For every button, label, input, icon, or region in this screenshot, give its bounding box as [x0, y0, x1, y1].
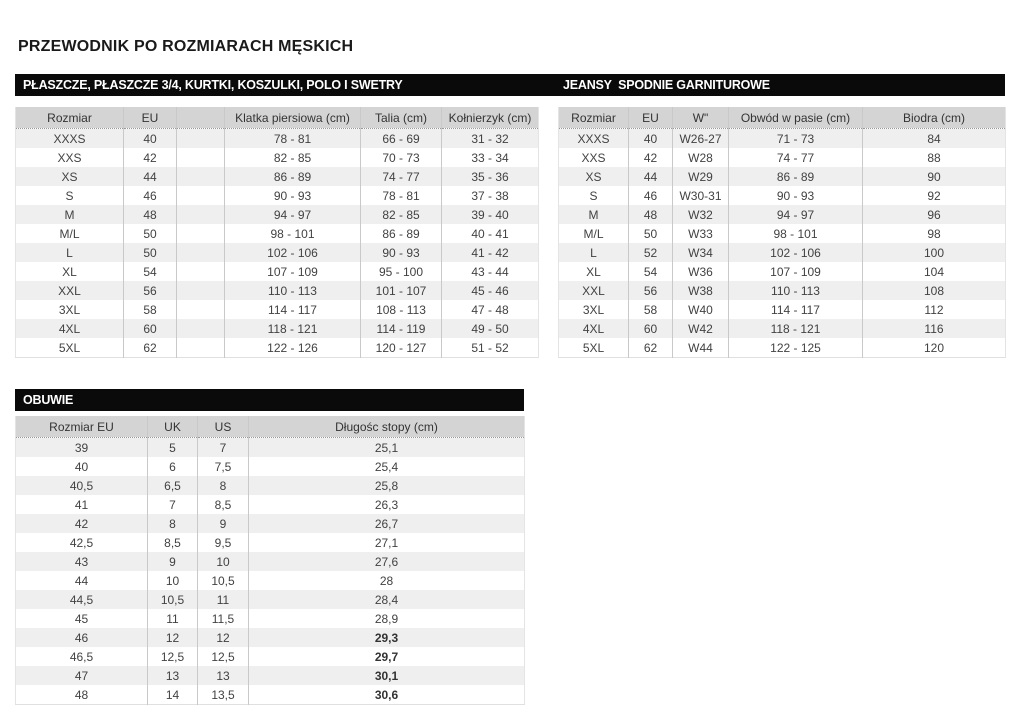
table-cell: 8 — [148, 514, 198, 533]
table-cell: W38 — [673, 281, 729, 300]
table-row — [16, 438, 525, 458]
table-cell: 12,5 — [198, 647, 249, 666]
table-cell: 82 - 85 — [225, 148, 361, 167]
table-cell: 3XL — [559, 300, 629, 319]
table-cell: 58 — [124, 300, 177, 319]
column-header: Klatka piersiowa (cm) — [225, 107, 361, 129]
table-cell: 6 — [148, 457, 198, 476]
table-row — [559, 129, 1006, 149]
table-cell: 28,4 — [249, 590, 525, 609]
table-cell: 39 — [16, 438, 148, 458]
table-row — [16, 243, 539, 262]
table-row — [559, 148, 1006, 167]
table-cell: L — [559, 243, 629, 262]
table-cell: 8,5 — [148, 533, 198, 552]
table-cell: W32 — [673, 205, 729, 224]
table-row — [16, 571, 525, 590]
table-cell: 98 - 101 — [729, 224, 863, 243]
table-cell: 104 — [923, 264, 945, 279]
table-cell: 10 — [198, 552, 249, 571]
table-cell: 11 — [198, 590, 249, 609]
section-bar-shoes — [15, 389, 524, 411]
column-header: Rozmiar — [559, 107, 629, 129]
table-cell: 4XL — [16, 319, 124, 338]
table-row — [16, 281, 539, 300]
table-cell: 44 — [124, 167, 177, 186]
table-row — [16, 514, 525, 533]
table-cell: 28,9 — [374, 611, 399, 626]
column-header — [177, 107, 225, 129]
table-cell: 62 — [629, 338, 673, 358]
table-cell: 107 - 109 — [225, 262, 361, 281]
table-cell: XS — [559, 167, 629, 186]
table-cell: 30,1 — [249, 666, 525, 685]
table-row — [16, 167, 539, 186]
table-cell: 60 — [629, 319, 673, 338]
table-cell: XL — [559, 262, 629, 281]
table-cell: 96 — [863, 205, 1006, 224]
table-cell: 43 — [16, 552, 148, 571]
table-cell: W34 — [673, 243, 729, 262]
table-cell: 48 — [124, 205, 177, 224]
table-cell — [177, 281, 225, 300]
table-cell: 50 — [629, 224, 673, 243]
table-row — [16, 338, 539, 358]
table-cell: 25,4 — [374, 459, 399, 474]
table-cell: XS — [16, 167, 124, 186]
column-header: W" — [673, 107, 729, 129]
table-cell: 8 — [198, 476, 249, 495]
table-cell: 74 - 77 — [729, 148, 863, 167]
section-label-shoes: OBUWIE — [23, 393, 74, 407]
column-header: Rozmiar — [16, 107, 124, 129]
table-row — [559, 167, 1006, 186]
table-row — [16, 647, 525, 666]
table-cell: 122 - 125 — [729, 338, 863, 358]
table-cell: W44 — [673, 338, 729, 358]
column-header: Kołnierzyk (cm) — [442, 107, 539, 129]
table-cell: 9 — [148, 552, 198, 571]
table-cell: 5 — [148, 438, 198, 458]
table-cell: 78 - 81 — [225, 129, 361, 149]
table-row — [16, 533, 525, 552]
table-cell: 6,5 — [148, 476, 198, 495]
table-row — [16, 186, 539, 205]
table-cell: 46,5 — [16, 647, 148, 666]
table-cell: W30-31 — [673, 186, 729, 205]
table-cell: 11,5 — [198, 609, 249, 628]
table-cell: 78 - 81 — [361, 186, 442, 205]
table-cell: 114 - 117 — [225, 300, 361, 319]
table-cell: 88 — [927, 150, 941, 165]
table-cell: 7 — [198, 438, 249, 458]
table-cell: XXL — [16, 281, 124, 300]
table-cell: 27,1 — [374, 535, 399, 550]
column-header: Obwód w pasie (cm) — [729, 107, 863, 129]
table-cell: 5XL — [559, 338, 629, 358]
table-cell: 14 — [148, 685, 198, 705]
table-cell: 48 — [16, 685, 148, 705]
column-header: EU — [629, 107, 673, 129]
table-cell: 9,5 — [198, 533, 249, 552]
table-cell — [177, 243, 225, 262]
table-row — [559, 186, 1006, 205]
table-cell: 13,5 — [198, 685, 249, 705]
table-cell — [177, 129, 225, 149]
table-cell: 110 - 113 — [729, 281, 863, 300]
column-header: UK — [148, 416, 198, 438]
table-cell: M/L — [559, 224, 629, 243]
table-cell: 51 - 52 — [471, 340, 509, 355]
table-cell: 26,7 — [249, 514, 525, 533]
table-cell: XL — [16, 262, 124, 281]
table-row — [16, 590, 525, 609]
table-row — [559, 205, 1006, 224]
table-cell: 42 — [629, 148, 673, 167]
table-cell: L — [16, 243, 124, 262]
table-cell: 40 - 41 — [471, 226, 509, 241]
table-cell: 5XL — [16, 338, 124, 358]
table-cell: S — [559, 186, 629, 205]
table-cell: 71 - 73 — [729, 129, 863, 149]
header-row — [559, 107, 1006, 129]
table-cell: 70 - 73 — [361, 148, 442, 167]
table-cell — [177, 338, 225, 358]
table-row — [16, 457, 525, 476]
table-cell: 50 — [124, 243, 177, 262]
table-cell: 13 — [198, 666, 249, 685]
table-cell: 29,3 — [249, 628, 525, 647]
table-cell: 49 - 50 — [442, 319, 539, 338]
table-cell: 66 - 69 — [361, 129, 442, 149]
table-cell: 40 — [124, 129, 177, 149]
table-row — [16, 666, 525, 685]
table-cell: 13 — [148, 666, 198, 685]
table-cell: 43 - 44 — [471, 264, 509, 279]
table-row — [559, 300, 1006, 319]
column-header: Długośc stopy (cm) — [249, 416, 525, 438]
table-row — [16, 224, 539, 243]
table-row — [559, 338, 1006, 358]
table-cell: 114 - 117 — [729, 300, 863, 319]
table-cell: 44 — [629, 167, 673, 186]
table-cell: 54 — [629, 262, 673, 281]
table-cell: 86 - 89 — [729, 167, 863, 186]
table-cell: 86 - 89 — [225, 167, 361, 186]
table-cell: 27,6 — [249, 552, 525, 571]
table-cell: 3XL — [16, 300, 124, 319]
table-cell: 48 — [629, 205, 673, 224]
table-cell: 4XL — [559, 319, 629, 338]
page-title: PRZEWODNIK PO ROZMIARACH MĘSKICH — [18, 37, 354, 55]
table-cell: 90 - 93 — [361, 243, 442, 262]
table-cell: 90 — [863, 167, 1006, 186]
table-cell: 45 — [16, 609, 148, 628]
table-cell: 26,3 — [374, 497, 399, 512]
table-cell: 84 — [863, 129, 1006, 149]
table-cell: 56 — [124, 281, 177, 300]
trousers-size-table — [558, 107, 1006, 358]
table-cell: 112 — [924, 302, 944, 317]
table-cell: W42 — [673, 319, 729, 338]
table-row — [559, 281, 1006, 300]
table-cell: S — [16, 186, 124, 205]
header-row — [16, 416, 525, 438]
table-cell: 92 — [927, 188, 941, 203]
table-cell: 62 — [124, 338, 177, 358]
table-cell: 82 - 85 — [361, 205, 442, 224]
table-cell: 44 — [16, 571, 148, 590]
table-cell: 10 — [148, 571, 198, 590]
table-row — [16, 300, 539, 319]
table-cell: 90 - 93 — [729, 186, 863, 205]
column-header: Rozmiar EU — [16, 416, 148, 438]
table-cell: 7,5 — [198, 457, 249, 476]
table-cell: 118 - 121 — [225, 319, 361, 338]
table-cell: 100 — [863, 243, 1006, 262]
table-cell: 47 — [16, 666, 148, 685]
table-cell: M/L — [16, 224, 124, 243]
table-cell: 114 - 119 — [361, 319, 442, 338]
table-cell: 42 — [16, 514, 148, 533]
table-cell: M — [559, 205, 629, 224]
table-row — [16, 552, 525, 571]
tops-size-table — [15, 107, 539, 358]
table-cell: 39 - 40 — [442, 205, 539, 224]
table-cell: 11 — [148, 609, 198, 628]
table-cell: 95 - 100 — [361, 262, 442, 281]
table-row — [16, 495, 525, 514]
table-cell: 10,5 — [198, 571, 249, 590]
table-cell: 47 - 48 — [471, 302, 509, 317]
table-row — [16, 262, 539, 281]
table-cell: 74 - 77 — [361, 167, 442, 186]
table-cell: 120 - 127 — [361, 338, 442, 358]
table-cell: 8,5 — [198, 495, 249, 514]
table-cell — [177, 167, 225, 186]
table-cell: 52 — [629, 243, 673, 262]
table-cell: 54 — [124, 262, 177, 281]
table-cell: M — [16, 205, 124, 224]
table-cell: 12 — [198, 628, 249, 647]
table-cell: 33 - 34 — [471, 150, 509, 165]
column-header: US — [198, 416, 249, 438]
table-cell: W33 — [673, 224, 729, 243]
table-cell: 9 — [198, 514, 249, 533]
table-cell: 94 - 97 — [225, 205, 361, 224]
table-cell: 98 — [927, 226, 941, 241]
table-cell: 46 — [16, 628, 148, 647]
table-cell: 45 - 46 — [442, 281, 539, 300]
table-cell — [177, 224, 225, 243]
table-row — [559, 243, 1006, 262]
table-cell: XXS — [16, 148, 124, 167]
table-cell: 29,7 — [374, 649, 399, 664]
table-cell: 102 - 106 — [729, 243, 863, 262]
table-cell: 110 - 113 — [225, 281, 361, 300]
table-cell — [177, 319, 225, 338]
table-cell: 42 — [124, 148, 177, 167]
table-row — [16, 685, 525, 705]
table-row — [559, 224, 1006, 243]
table-cell: 31 - 32 — [442, 129, 539, 149]
table-cell: W29 — [673, 167, 729, 186]
table-row — [559, 262, 1006, 281]
table-cell: 7 — [148, 495, 198, 514]
table-cell — [177, 262, 225, 281]
table-cell: 101 - 107 — [361, 281, 442, 300]
table-cell: 44,5 — [16, 590, 148, 609]
table-cell: 28 — [379, 573, 394, 588]
column-header: Biodra (cm) — [863, 107, 1006, 129]
table-cell: 116 — [863, 319, 1006, 338]
table-cell: 107 - 109 — [729, 262, 863, 281]
table-cell: XXS — [559, 148, 629, 167]
column-header: EU — [124, 107, 177, 129]
table-row — [16, 148, 539, 167]
table-row — [16, 476, 525, 495]
table-cell: 12 — [148, 628, 198, 647]
table-cell: 30,6 — [374, 687, 399, 702]
table-cell: XXL — [559, 281, 629, 300]
table-cell: 56 — [629, 281, 673, 300]
table-cell — [177, 148, 225, 167]
table-cell: 10,5 — [148, 590, 198, 609]
table-row — [16, 628, 525, 647]
table-cell: 25,1 — [249, 438, 525, 458]
table-cell — [177, 186, 225, 205]
table-cell: 37 - 38 — [471, 188, 509, 203]
table-cell — [177, 300, 225, 319]
table-cell: W40 — [673, 300, 729, 319]
table-cell: 50 — [124, 224, 177, 243]
table-cell: W36 — [673, 262, 729, 281]
section-bar-tops-trousers — [15, 74, 1005, 96]
table-cell: W28 — [673, 148, 729, 167]
table-cell: 46 — [629, 186, 673, 205]
section-label-trousers: JEANSY SPODNIE GARNITUROWE — [563, 78, 770, 92]
table-cell: 41 - 42 — [442, 243, 539, 262]
table-cell: 122 - 126 — [225, 338, 361, 358]
table-cell: XXXS — [559, 129, 629, 149]
table-cell: 102 - 106 — [225, 243, 361, 262]
table-cell: 58 — [629, 300, 673, 319]
table-cell: 60 — [124, 319, 177, 338]
shoes-size-table — [15, 416, 525, 705]
table-cell: 94 - 97 — [729, 205, 863, 224]
table-cell: 25,8 — [249, 476, 525, 495]
table-row — [559, 319, 1006, 338]
table-cell: 12,5 — [148, 647, 198, 666]
table-row — [16, 319, 539, 338]
table-row — [16, 129, 539, 149]
table-cell: 40,5 — [16, 476, 148, 495]
column-header: Talia (cm) — [361, 107, 442, 129]
table-cell: 118 - 121 — [729, 319, 863, 338]
table-cell: 108 — [863, 281, 1006, 300]
table-cell: 40 — [16, 457, 148, 476]
table-row — [16, 609, 525, 628]
table-cell — [177, 205, 225, 224]
table-row — [16, 205, 539, 224]
table-cell: 46 — [124, 186, 177, 205]
section-label-tops: PŁASZCZE, PŁASZCZE 3/4, KURTKI, KOSZULKI, POLO I SWETRY — [23, 78, 403, 92]
table-cell: 40 — [629, 129, 673, 149]
table-cell: 35 - 36 — [442, 167, 539, 186]
table-cell: W26-27 — [673, 129, 729, 149]
table-cell: 41 — [16, 495, 148, 514]
table-cell: 120 — [923, 340, 945, 355]
table-cell: 42,5 — [16, 533, 148, 552]
table-cell: 86 - 89 — [361, 224, 442, 243]
table-cell: 90 - 93 — [225, 186, 361, 205]
header-row — [16, 107, 539, 129]
table-cell: 98 - 101 — [225, 224, 361, 243]
table-cell: 108 - 113 — [361, 300, 442, 319]
table-cell: XXXS — [16, 129, 124, 149]
